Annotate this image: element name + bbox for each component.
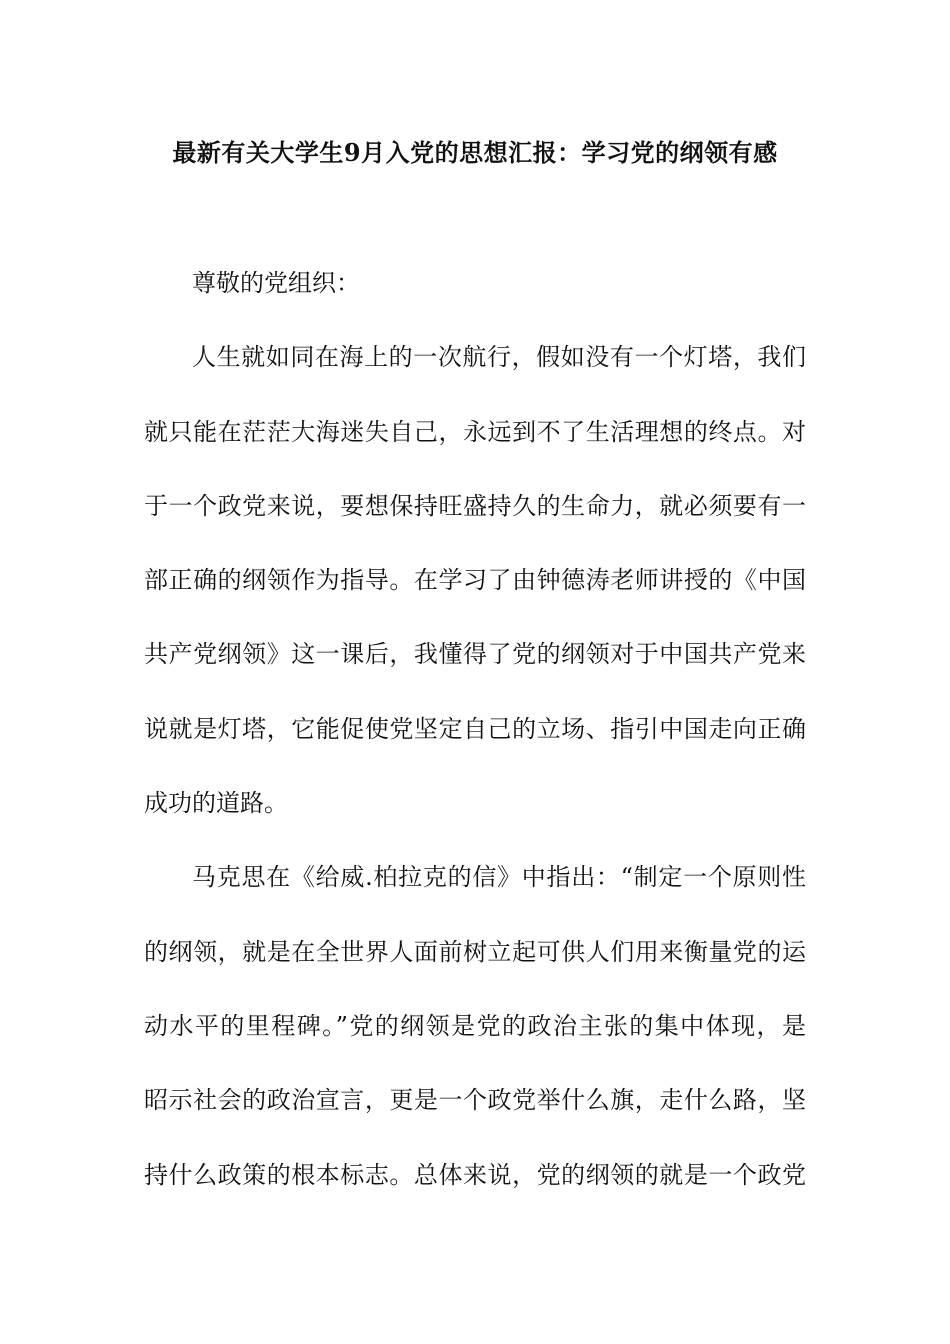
body-line: 昭示社会的政治宣言，更是一个政党举什么旗，走什么路，坚 [144, 1086, 806, 1115]
body-line: 成功的道路。 [144, 789, 288, 818]
document-title: 最新有关大学生9月入党的思想汇报：学习党的纲领有感 [172, 138, 778, 167]
body-line: 的纲领，就是在全世界人面前树立起可供人们用来衡量党的运 [144, 937, 806, 966]
body-line: 持什么政策的根本标志。总体来说，党的纲领的就是一个政党 [144, 1160, 806, 1189]
salutation-line: 尊敬的党组织： [192, 269, 360, 297]
body-line: 部正确的纲领作为指导。在学习了由钟德涛老师讲授的《中国 [144, 566, 806, 595]
document-body [144, 246, 806, 1212]
body-line: 说就是灯塔，它能促使党坚定自己的立场、指引中国走向正确 [144, 714, 806, 743]
body-line: 人生就如同在海上的一次航行，假如没有一个灯塔，我们 [192, 343, 806, 372]
body-line: 就只能在茫茫大海迷失自己，永远到不了生活理想的终点。对 [144, 417, 806, 446]
body-line: 马克思在《给威.柏拉克的信》中指出：“制定一个原则性 [192, 863, 806, 892]
body-line: 共产党纲领》这一课后，我懂得了党的纲领对于中国共产党来 [144, 640, 806, 669]
body-line: 于一个政党来说，要想保持旺盛持久的生命力，就必须要有一 [144, 491, 806, 520]
body-line: 动水平的里程碑。”党的纲领是党的政治主张的集中体现，是 [144, 1011, 806, 1040]
